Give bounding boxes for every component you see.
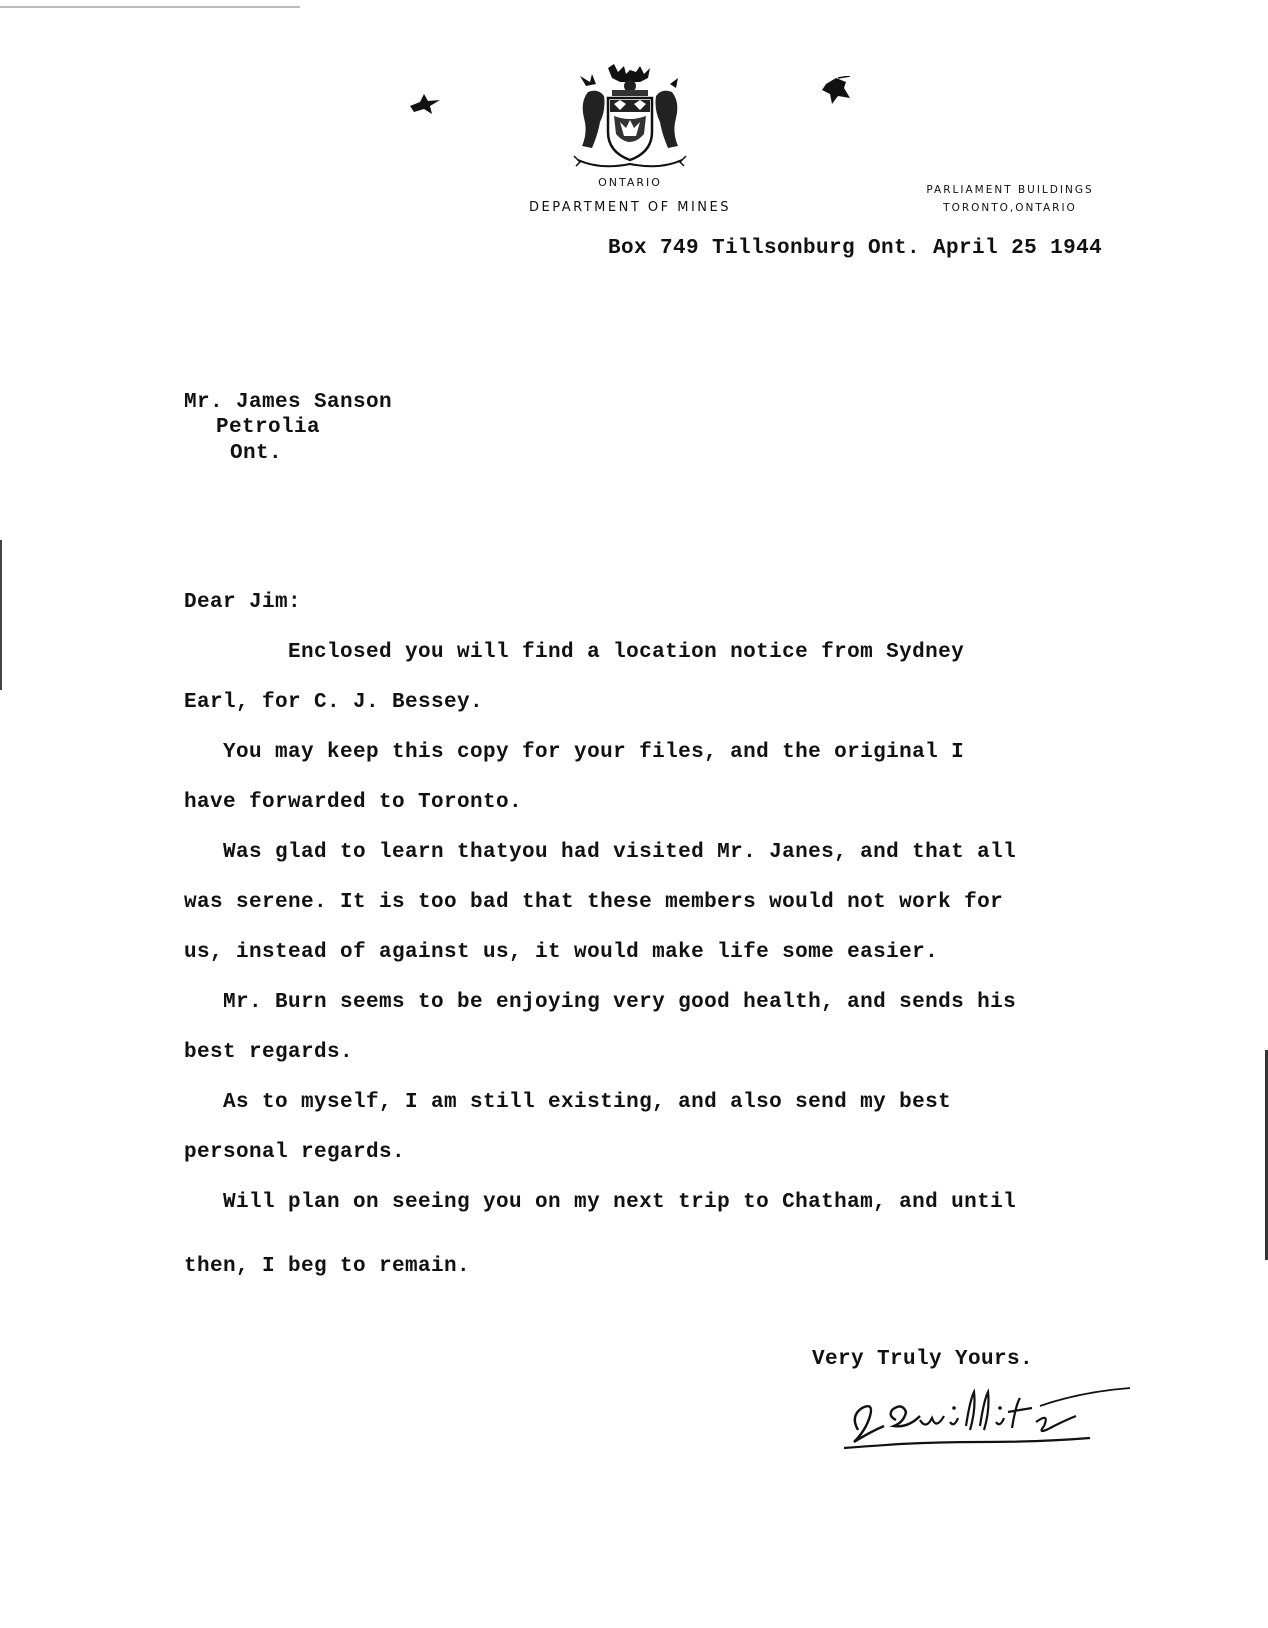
coat-of-arms-icon [570,62,690,174]
body-line: Was glad to learn thatyou had visited Mr. Janes, and that all [184,841,1017,864]
salutation: Dear Jim: [184,591,302,614]
recipient-province: Ont. [230,442,283,465]
signature-icon [840,1386,1140,1460]
ink-blot-icon [408,92,442,116]
body-line: As to myself, I am still existing, and also send my best [184,1091,952,1114]
body-line: Mr. Burn seems to be enjoying very good health, and sends his [184,991,1017,1014]
body-line: was serene. It is too bad that these members would not work for [184,891,1004,914]
body-line: us, instead of against us, it would make life some easier. [184,941,939,964]
body-line: best regards. [184,1041,354,1064]
binding-edge-mark [0,540,2,690]
body-line: personal regards. [184,1141,406,1164]
body-line: then, I beg to remain. [184,1255,471,1278]
dateline: Box 749 Tillsonburg Ont. April 25 1944 [608,237,1103,260]
closing: Very Truly Yours. [812,1348,1034,1371]
letterhead-address-line1: PARLIAMENT BUILDINGS [926,184,1094,196]
body-line: have forwarded to Toronto. [184,791,523,814]
body-line: Earl, for C. J. Bessey. [184,691,484,714]
letterhead-province: ONTARIO [598,176,662,189]
body-line: You may keep this copy for your files, and the original I [184,741,965,764]
ink-blot-icon [820,76,854,106]
recipient-name: Mr. James Sanson [184,391,393,414]
recipient-city: Petrolia [216,416,321,439]
letterhead-department: DEPARTMENT OF MINES [529,200,731,215]
letterhead-address-line2: TORONTO,ONTARIO [943,202,1077,214]
body-line: Will plan on seeing you on my next trip to Chatham, and until [184,1191,1017,1214]
body-line: Enclosed you will find a location notice from Sydney [184,641,965,664]
scan-edge-line [0,6,300,8]
